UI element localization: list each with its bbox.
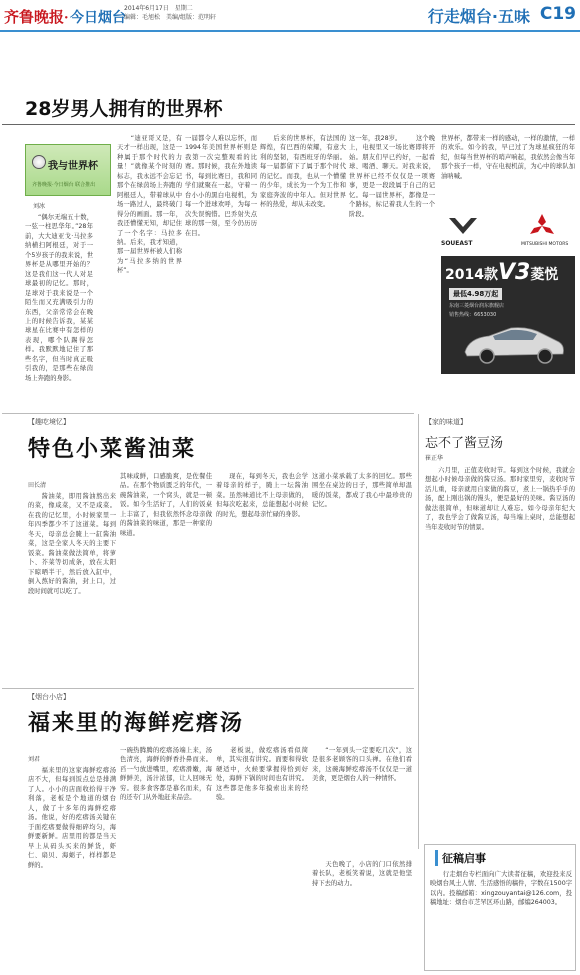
story1-col-2: “迪亚哥又是，有天才一样出现，这是一种属于那个时代的力量！”就像某个时刻的标志，我永远不会忘记那个在绿茵场上奔跑的阿根廷人，带着球从中场一路过人，最终破门得分的画面。那一年，我还懵懂无知，却记住了一个名字：马拉多纳。后来，我才知道，那一届世界杯被人们称为“马拉多纳的世界杯”。 (117, 135, 182, 275)
issue-meta: 2014年6月17日 星期二 编辑：毛旭松 美编/组版：范明轩 (124, 5, 217, 21)
story1-author: 刘冰 (33, 203, 46, 210)
story2-col-3: 现在，每到冬天，我也会学着母亲的样子，腌上一坛酱油菜。虽然味道比不上母亲做的，但每次吃起来，总能想起小时候的时光，想起母亲忙碌的身影。 (216, 473, 308, 518)
divider (2, 413, 414, 414)
side-author: 崔正华 (425, 455, 444, 462)
story2-headline: 特色小菜酱油菜 (28, 437, 197, 462)
ad-brand-row: SOUEAST MITSUBISHI MOTORS (441, 196, 575, 254)
side-headline: 忘不了酱豆汤 (425, 436, 504, 451)
story1-headline: 28岁男人拥有的世界杯 (25, 98, 223, 120)
ad-panel (441, 256, 575, 374)
side-body: 六月里，正值麦收时节。每到这个时候，我就会想起小时候母亲做的酱豆汤。那时家里穷，麦收时节活儿重，母亲就用自家做的酱豆，煮上一锅热乎乎的汤，配上刚出锅的馒头，便是最好的美味。酱豆汤的做法很简单，但味道却让人难忘。如今母亲年纪大了，我也学会了做酱豆汤，每当端上桌时，总能想起当年麦收时节的情景。 (425, 467, 575, 531)
ad-phone: 销售热线：6653030 (449, 312, 497, 318)
story3-col-4: “一年到头一定要吃几次”，这是很多老顾客的口头禅。在他们看来，这碗海鲜疙瘩汤不仅仅是一道美食，更是烟台人的一种情怀。 (312, 747, 412, 783)
story3-col-5: 天色晚了，小店的门口依然排着长队，老板笑着说，这就是他坚持下去的动力。 (312, 861, 412, 887)
world-cup-badge: 我与世界杯 齐鲁晚报·今日烟台 联合推出 (25, 144, 111, 196)
column-title: 行走烟台·五味 (427, 7, 530, 26)
section-name: 今日烟台 (70, 10, 126, 26)
side-tag: 【家的味道】 (425, 418, 467, 426)
mitsubishi-logo-icon (527, 212, 557, 240)
football-icon (32, 155, 46, 169)
story3-col-2: 一碗热腾腾的疙瘩汤端上来，汤色清亮，海鲜的鲜香扑鼻而来。舀一勺放进嘴里，疙瘩滑嫩，海鲜鲜美，汤汁浓郁，让人回味无穷。很多食客都是慕名而来，有的还专门从外地赶来品尝。 (120, 747, 212, 802)
story2-col-1: 酱油菜，即用酱油熬出来的菜，像咸菜，又不是咸菜。在我的记忆里，小时候家里一年四季都少不了这道菜。每到冬天，母亲总会腌上一缸酱油菜，这是全家人冬天的主要下饭菜。酱油菜做法简单，将萝卜、芥菜等切成条，放在太阳下晾晒半干，然后放入缸中，倒入熬好的酱油，封上口，过段时间就可以吃了。 (28, 493, 116, 595)
story1-col-3: 一届都令人难以忘怀，而1994年美国世界杯则是我第一次完整观看的比赛。那时候，我在外地读书，每到比赛日，我和同学们就聚在一起，守着一台小小的黑白电视机，为每一个进球欢呼，为每一次失误惋惜。巴乔射失点球的那一刻，至今仍历历在目。 (185, 135, 257, 237)
story3-col-3: 老板说，做疙瘩汤看似简单，其实很有讲究。面要和得软硬适中，火候要掌握得恰到好处，海鲜下锅的时间也有讲究。这些都是他多年摸索出来的经验。 (216, 747, 308, 802)
story2-col-2: 其味咸鲜，口感脆爽，是佐餐佳品。在那个物质匮乏的年代，一碗酱油菜，一个窝头，就是一顿饭。如今生活好了，人们的饭桌上丰富了，但我依然怀念母亲做的酱油菜的味道，那是一种家的味道。 (120, 473, 212, 537)
divider (2, 124, 575, 125)
page-header (0, 0, 580, 32)
page-number: C19 (539, 4, 576, 24)
story2-tag: 【趣吃境忆】 (28, 418, 70, 426)
story3-col-1: 福来里的这家海鲜疙瘩汤店不大，但每到饭点总是排满了人。小小的店面收拾得干净利落，老板是个地道的烟台人，做了十多年的海鲜疙瘩汤。他说，好的疙瘩汤关键在于面疙瘩要做得细碎均匀，海鲜要新鲜。店里用的都是当天早上从码头买来的鲜货，虾仁、扇贝、海蛎子，样样都是鲜的。 (28, 767, 116, 869)
story1-col-4: 后来的世界杯，有法国的辉煌，有巴西的荣耀，有意大利的坚韧，有西班牙的华丽。每一届都留下了属于那个时代的记忆。而我，也从一个懵懂的少年，成长为一个为工作和家庭奔波的中年人。但对世界杯的热爱，却从未改变。 (260, 135, 346, 209)
ad-model-name: 2014款V3菱悦 (445, 260, 559, 285)
ad-dealer: 东南三菱烟台润东旗舰店 (449, 303, 505, 309)
story3-tag: 【烟台小店】 (28, 693, 70, 701)
story3-headline: 福来里的海鲜疙瘩汤 (28, 711, 245, 736)
story1-col-5: 这一年，我28岁。 这个晚上，电视里又一场比赛即将开始。朋友们早已约好，一起看球、喝酒、聊天。对我来说，世界杯已经不仅仅是一项赛事，更是一段段属于自己的记忆。每一届世界杯，都像是一个路标，标记着我人生的一个阶段。 (349, 135, 435, 218)
newspaper-logo: 齐鲁晚报· (4, 8, 69, 26)
soueast-logo-icon (443, 214, 483, 238)
ad-price-tag: 最低4.98万起 (449, 288, 502, 300)
car-advertisement (441, 196, 575, 374)
car-image-icon (459, 322, 569, 366)
divider (2, 688, 414, 689)
story1-col-1: “偶尔无端五十数，一弦一柱思华年。”28年前，大大迪亚戈·马拉多纳横扫阿根廷，对于一个5岁孩子的我来说，世界杯是从哪里开始的？这是我们这一代人对足球最初的记忆。那时，足球对于我来说是一个陌生而又充满吸引力的东西，父亲常常会在晚上的时候告诉我，某某球星在比赛中有怎样的表现，哪个队踢得怎样。我默默地记住了那些名字，但当时真正吸引我的，是那些在绿茵场上奔跑的身影。 (25, 214, 93, 382)
story1-col-6: 世界杯，都带来一样的感动，一样的激情，一样的欢乐。如今的我，早已过了为球星疯狂的年纪，但每当世界杯的哨声响起，我依然会像当年那个孩子一样，守在电视机前，为心中的球队加油呐喊。 (441, 135, 575, 180)
notice-body: 行走烟台专栏面向广大读者征稿，欢迎投来反映烟台风土人情、生活感悟的稿件，字数在1500字以内。投稿邮箱：xingzouyantai@126.com，投稿地址：烟台市芝罘区环山路，邮编264003。 (430, 871, 572, 907)
notice-title: 征稿启事 (435, 850, 575, 866)
story3-author: 刘君 (28, 756, 41, 763)
story2-col-4: 这道小菜承载了太多的回忆。那些围坐在桌边的日子，那些简单却温暖的饭菜，都成了我心中最珍贵的记忆。 (312, 473, 412, 509)
story2-author: 田长清 (28, 482, 47, 489)
